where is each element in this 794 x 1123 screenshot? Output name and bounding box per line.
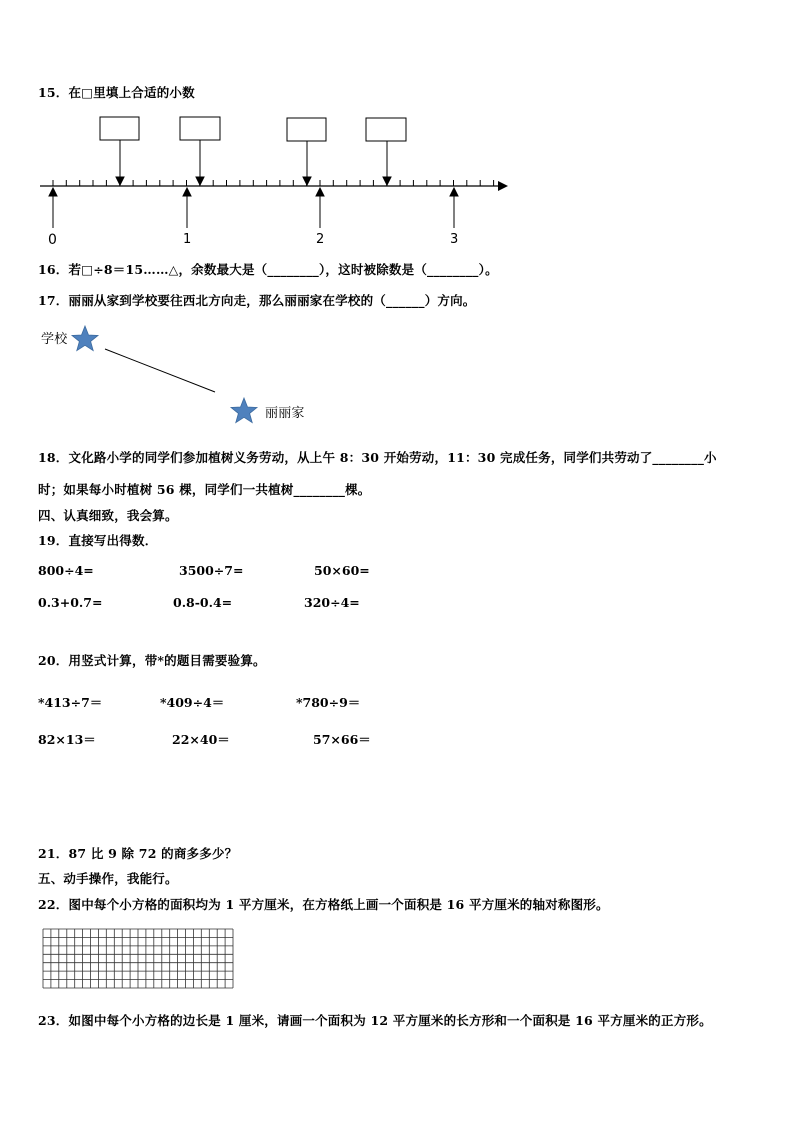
q19-item-4: 0.3+0.7=: [38, 595, 103, 610]
q19-item-2: 3500÷7=: [179, 563, 244, 578]
q20-item-2: *409÷4＝: [160, 695, 225, 710]
q17-text: 17．丽丽从家到学校要往西北方向走，那么丽丽家在学校的（______）方向。: [38, 293, 476, 308]
tick-label-0: 0: [48, 232, 58, 248]
tick-label-2: 2: [316, 232, 325, 247]
q21-text: 21．87 比 9 除 72 的商多多少？: [38, 846, 238, 861]
q20-item-5: 22×40＝: [172, 732, 230, 747]
q20-item-1: *413÷7＝: [38, 695, 103, 710]
q19-item-6: 320÷4=: [304, 595, 360, 610]
q22-text: 22．图中每个小方格的面积均为 1 平方厘米，在方格纸上画一个面积是 16 平方厘米的轴对称图形。: [38, 897, 609, 912]
q20-item-6: 57×66＝: [313, 732, 371, 747]
tick-label-1: 1: [183, 232, 192, 247]
section5-title: 五、动手操作，我能行。: [38, 871, 178, 886]
q20-item-4: 82×13＝: [38, 732, 96, 747]
q19-text: 19．直接写出得数．: [38, 533, 158, 548]
q18-line2: 时；如果每小时植树 56 棵，同学们一共植树________棵。: [38, 482, 371, 497]
home-label: 丽丽家: [265, 406, 305, 421]
section4-title: 四、认真细致，我会算。: [38, 508, 178, 523]
q23-text: 23．如图中每个小方格的边长是 1 厘米，请画一个面积为 12 平方厘米的长方形和一个面积是 16 平方厘米的正方形。: [38, 1013, 712, 1028]
tick-label-3: 3: [450, 232, 459, 247]
q19-item-1: 800÷4=: [38, 563, 94, 578]
q15-text: 15．在□里填上合适的小数: [38, 85, 195, 100]
q20-text: 20．用竖式计算，带*的题目需要验算。: [38, 653, 266, 668]
q19-item-3: 50×60=: [314, 563, 370, 578]
q20-item-3: *780÷9＝: [296, 695, 361, 710]
q19-item-5: 0.8-0.4=: [173, 595, 233, 610]
q16-text: 16．若□÷8＝15……△，余数最大是（________），这时被除数是（________）。: [38, 262, 498, 277]
school-label: 学校: [41, 332, 68, 347]
q18-line1: 18．文化路小学的同学们参加植树义务劳动，从上午 8：30 开始劳动，11：30 完成任务，同学们共劳动了________小: [38, 450, 717, 465]
